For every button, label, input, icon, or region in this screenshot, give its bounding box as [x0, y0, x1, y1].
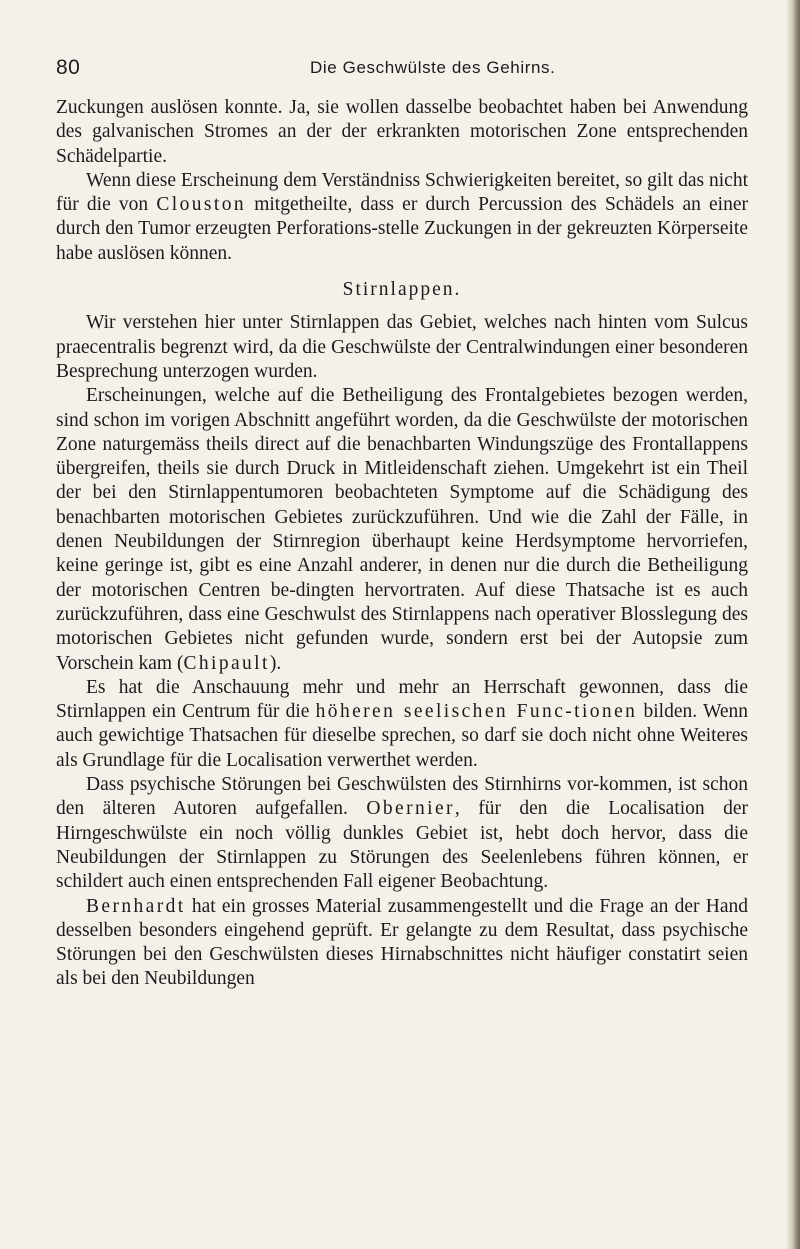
paragraph-5 [56, 676, 748, 773]
page-header [0, 54, 800, 84]
emphasized-phrase: höheren seelischen Func-tionen [315, 701, 638, 723]
author-name-clouston: Clouston [156, 194, 247, 216]
paragraph-4-text-b: ). [269, 652, 282, 674]
body-text [56, 96, 748, 992]
paragraph-7 [56, 895, 748, 992]
paragraph-5-text-a: Es hat die Anschauung mehr und mehr an Herrschaft gewonnen, dass die Stirnlappen ein Centrum für die [56, 676, 748, 723]
paragraph-4-text-a: Erscheinungen, welche auf die Betheiligung des Frontalgebietes bezogen werden, sind schon im vorigen Abschnitt angeführt worden, da die Geschwülste der motorischen Zone naturgemäss theils direct auf die benachbarten Windungszüge des Frontallappens übergreifen, theils sie durch Druck in Mitleidenschaft ziehen. Umgekehrt ist ein Theil der bei den Stirnlappentumoren beobachteten Symptome auf die Schädigung des benachbarten motorischen Gebietes zurückzuführen. Und wie die Zahl der Fälle, in denen Neubildungen der Stirnregion überhaupt keine Herdsymptome hervorriefen, keine geringe ist, gibt es eine Anzahl anderer, in denen nur die durch die Betheiligung der motorischen Centren be-dingten hervortraten. Auf diese Thatsache ist es auch zurückzuführen, dass eine Geschwulst des Stirnlappens nach operativer Blosslegung des motorischen Gebietes nicht gefunden wurde, sondern erst bei der Autopsie zum Vorschein kam ( [56, 385, 748, 674]
author-name-bernhardt: Bernhardt [86, 895, 186, 917]
paragraph-4 [56, 384, 748, 676]
section-heading: Stirnlappen. [342, 279, 462, 301]
paragraph-3: Wir verstehen hier unter Stirnlappen das Gebiet, welches nach hinten vom Sulcus praecentralis begrenzt wird, da die Geschwülste der Centralwindungen einer besonderen Besprechung unterzogen wurden. [56, 312, 748, 382]
paragraph-7-text-b: hat ein grosses Material zusammengestellt und die Frage an der Hand desselben besonders eingehend geprüft. Er gelangte zu dem Resultat, dass psychische Störungen bei den Geschwülsten dieses Hirnabschnittes nicht häufiger constatirt seien als bei den Neubildungen [56, 895, 748, 990]
paragraph-2 [56, 169, 748, 266]
page-number: 80 [56, 56, 81, 79]
author-name-obernier: Obernier [366, 798, 455, 820]
running-title: Die Geschwülste des Gehirns. [310, 58, 556, 77]
paragraph-6-text-a: Dass psychische Störungen bei Geschwülsten des Stirnhirns vor-kommen, ist schon den älteren Autoren aufgefallen. [56, 774, 748, 820]
paragraph-5-text-b: bilden. Wenn auch gewichtige Thatsachen für dieselbe sprechen, so darf sie doch nicht ohne Weiteres als Grundlage für die Localisation verwerthet werden. [56, 701, 748, 771]
author-name-chipault: Chipault [183, 652, 270, 674]
paragraph-6 [56, 773, 748, 894]
page-edge-shadow [786, 0, 800, 1249]
paragraph-1: Zuckungen auslösen konnte. Ja, sie wollen dasselbe beobachtet haben bei Anwendung des galvanischen Stromes an der der erkrankten motorischen Zone entsprechenden Schädelpartie. [56, 97, 748, 167]
paragraph-2-text-b: mitgetheilte, dass er durch Percussion des Schädels an einer durch den Tumor erzeugten Perforations-stelle Zuckungen in der gekreuzten Körperseite habe auslösen können. [56, 194, 749, 264]
paragraph-2-text-a: Wenn diese Erscheinung dem Verständniss Schwierigkeiten bereitet, so gilt das nicht für die von [56, 169, 748, 216]
paragraph-6-text-b: , für den die Localisation der Hirngeschwülste ein noch völlig dunkles Gebiet ist, hebt doch hervor, dass die Neubildungen der Stirnlappen zu Störungen des Seelenlebens führen können, er schildert auch einen entsprechenden Fall eigener Beobachtung. [56, 798, 749, 893]
